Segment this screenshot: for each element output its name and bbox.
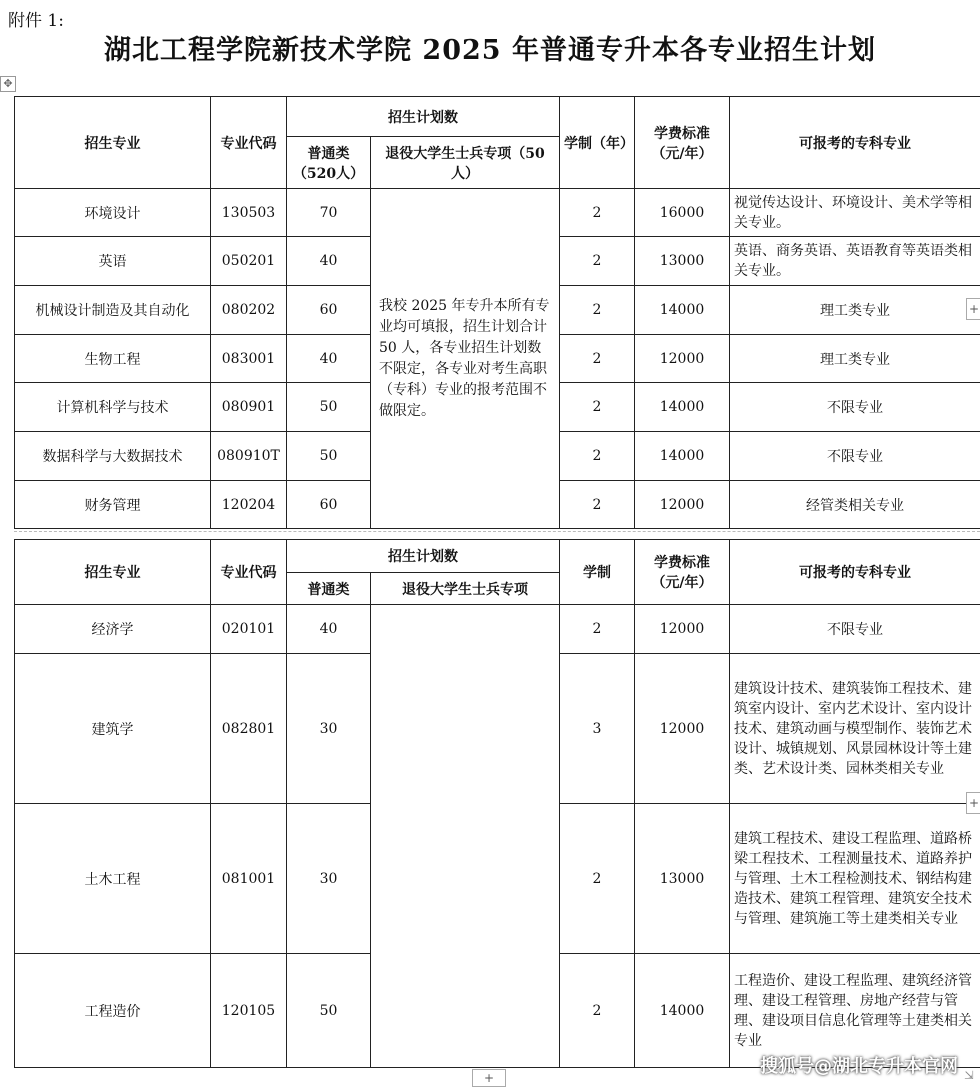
eligible-cell: 经管类相关专业 xyxy=(730,481,980,529)
veteran-count-cell xyxy=(371,605,560,1068)
code-cell: 082801 xyxy=(211,654,287,804)
regular-count-cell: 30 xyxy=(287,654,371,804)
years-cell: 2 xyxy=(560,237,635,286)
header-regular: 普通类（520人） xyxy=(287,137,371,189)
years-cell: 2 xyxy=(560,481,635,529)
major-cell: 机械设计制造及其自动化 xyxy=(15,286,211,335)
enrollment-table-1 xyxy=(14,96,980,529)
major-cell: 工程造价 xyxy=(15,954,211,1068)
eligible-cell: 理工类专业 xyxy=(730,286,980,335)
table-resize-icon[interactable]: ⇲ xyxy=(964,1068,975,1082)
years-cell: 3 xyxy=(560,654,635,804)
years-cell: 2 xyxy=(560,189,635,237)
header-years: 学制（年） xyxy=(560,97,635,189)
eligible-cell: 建筑工程技术、建设工程监理、道路桥梁工程技术、工程测量技术、道路养护与管理、土木工程检测技术、钢结构建造技术、建筑工程管理、建筑安全技术与管理、建筑施工等土建类相关专业 xyxy=(730,804,980,954)
years-cell: 2 xyxy=(560,605,635,654)
fee-cell: 12000 xyxy=(635,481,730,529)
regular-count-cell: 40 xyxy=(287,605,371,654)
header-regular: 普通类 xyxy=(287,573,371,605)
code-cell: 020101 xyxy=(211,605,287,654)
code-cell: 080202 xyxy=(211,286,287,335)
fee-cell: 12000 xyxy=(635,335,730,383)
years-cell: 2 xyxy=(560,286,635,335)
eligible-cell: 英语、商务英语、英语教育等英语类相关专业。 xyxy=(730,237,980,286)
fee-cell: 14000 xyxy=(635,286,730,335)
watermark: 搜狐号@湖北专升本官网 xyxy=(760,1056,958,1077)
years-cell: 2 xyxy=(560,383,635,432)
major-cell: 生物工程 xyxy=(15,335,211,383)
fee-cell: 14000 xyxy=(635,954,730,1068)
major-cell: 数据科学与大数据技术 xyxy=(15,432,211,481)
regular-count-cell: 50 xyxy=(287,383,371,432)
major-cell: 土木工程 xyxy=(15,804,211,954)
header-plan: 招生计划数 xyxy=(287,540,560,573)
major-cell: 计算机科学与技术 xyxy=(15,383,211,432)
regular-count-cell: 40 xyxy=(287,335,371,383)
code-cell: 080910T xyxy=(211,432,287,481)
table-move-icon[interactable]: ✥ xyxy=(0,76,16,92)
code-cell: 120105 xyxy=(211,954,287,1068)
fee-cell: 13000 xyxy=(635,804,730,954)
regular-count-cell: 60 xyxy=(287,286,371,335)
major-cell: 建筑学 xyxy=(15,654,211,804)
eligible-cell: 建筑设计技术、建筑装饰工程技术、建筑室内设计、室内艺术设计、室内设计技术、建筑动画与模型制作、装饰艺术设计、城镇规划、风景园林设计等土建类、艺术设计类、园林类相关专业 xyxy=(730,654,980,804)
eligible-cell: 不限专业 xyxy=(730,432,980,481)
header-code: 专业代码 xyxy=(211,540,287,605)
major-cell: 经济学 xyxy=(15,605,211,654)
header-years: 学制 xyxy=(560,540,635,605)
regular-count-cell: 50 xyxy=(287,954,371,1068)
code-cell: 080901 xyxy=(211,383,287,432)
header-major: 招生专业 xyxy=(15,540,211,605)
regular-count-cell: 30 xyxy=(287,804,371,954)
header-fee: 学费标准（元/年） xyxy=(635,540,730,605)
fee-cell: 16000 xyxy=(635,189,730,237)
page-title: 湖北工程学院新技术学院 2025 年普通专升本各专业招生计划 xyxy=(104,35,876,66)
eligible-cell: 不限专业 xyxy=(730,383,980,432)
insert-row-plus-icon[interactable]: + xyxy=(966,792,980,814)
enrollment-table-2 xyxy=(14,539,980,1068)
major-cell: 财务管理 xyxy=(15,481,211,529)
header-plan: 招生计划数 xyxy=(287,97,560,137)
table-row xyxy=(15,605,980,654)
major-cell: 环境设计 xyxy=(15,189,211,237)
years-cell: 2 xyxy=(560,804,635,954)
header-eligible: 可报考的专科专业 xyxy=(730,540,980,605)
code-cell: 130503 xyxy=(211,189,287,237)
fee-cell: 14000 xyxy=(635,383,730,432)
header-major: 招生专业 xyxy=(15,97,211,189)
header-code: 专业代码 xyxy=(211,97,287,189)
eligible-cell: 视觉传达设计、环境设计、美术学等相关专业。 xyxy=(730,189,980,237)
table-row xyxy=(15,189,980,237)
code-cell: 120204 xyxy=(211,481,287,529)
fee-cell: 12000 xyxy=(635,654,730,804)
years-cell: 2 xyxy=(560,954,635,1068)
eligible-cell: 不限专业 xyxy=(730,605,980,654)
years-cell: 2 xyxy=(560,432,635,481)
header-veteran: 退役大学生士兵专项 xyxy=(371,573,560,605)
header-veteran: 退役大学生士兵专项（50人） xyxy=(371,137,560,189)
major-cell: 英语 xyxy=(15,237,211,286)
add-row-plus-icon[interactable]: + xyxy=(472,1069,506,1087)
years-cell: 2 xyxy=(560,335,635,383)
fee-cell: 14000 xyxy=(635,432,730,481)
regular-count-cell: 70 xyxy=(287,189,371,237)
insert-row-plus-icon[interactable]: + xyxy=(966,298,980,320)
fee-cell: 12000 xyxy=(635,605,730,654)
eligible-cell: 工程造价、建设工程监理、建筑经济管理、建设工程管理、房地产经营与管理、建设项目信息化管理等土建类相关专业 xyxy=(730,954,980,1068)
code-cell: 083001 xyxy=(211,335,287,383)
veteran-note-cell: 我校 2025 年专升本所有专业均可填报，招生计划合计 50 人，各专业招生计划数不限定，各专业对考生高职（专科）专业的报考范围不做限定。 xyxy=(371,189,560,529)
regular-count-cell: 50 xyxy=(287,432,371,481)
regular-count-cell: 40 xyxy=(287,237,371,286)
header-fee: 学费标准（元/年） xyxy=(635,97,730,189)
code-cell: 050201 xyxy=(211,237,287,286)
regular-count-cell: 60 xyxy=(287,481,371,529)
attachment-label: 附件 1: xyxy=(8,11,64,31)
code-cell: 081001 xyxy=(211,804,287,954)
eligible-cell: 理工类专业 xyxy=(730,335,980,383)
page-break-divider xyxy=(14,531,980,532)
fee-cell: 13000 xyxy=(635,237,730,286)
header-eligible: 可报考的专科专业 xyxy=(730,97,980,189)
